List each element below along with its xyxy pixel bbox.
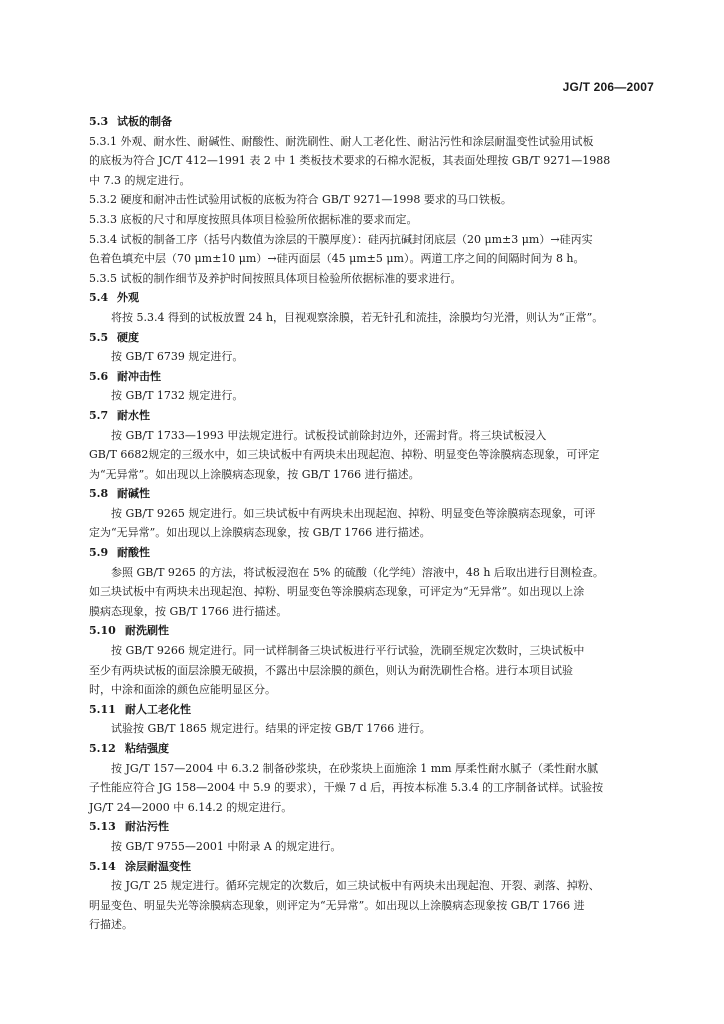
section-5-14-line-2: 明显变色、明显失光等涂膜病态现象，则评定为“无异常”。如出现以上涂膜病态现象按 GB/T 1766 进 xyxy=(89,898,585,912)
section-title: 粘结强度 xyxy=(125,742,169,755)
section-5-14-line-1: 按 JG/T 25 规定进行。循环完规定的次数后，如三块试板中有两块未出现起泡、开裂、剥落、掉粉、 xyxy=(111,879,600,893)
section-5-9-line-2: 如三块试板中有两块未出现起泡、掉粉、明显变色等涂膜病态现象，可评定为“无异常”。如出现以上涂 xyxy=(89,585,585,599)
section-5-12-line-2: 子性能应符合 JG 158—2004 中 5.9 的要求），干燥 7 d 后，再按本标准 5.3.4 的工序制备试样。试验按 xyxy=(89,781,604,795)
section-heading-5-8 xyxy=(89,484,655,504)
section-5-8-line-2: 定为“无异常”。如出现以上涂膜病态现象，按 GB/T 1766 进行描述。 xyxy=(89,526,431,540)
section-heading-5-6 xyxy=(89,367,655,387)
clause-5-3-4-line-1: 5.3.4 试板的制备工序（括号内数值为涂层的干膜厚度）：硅丙抗碱封闭底层（20 μm±3 μm）→硅丙实 xyxy=(89,232,593,246)
section-5-10-line-1: 按 GB/T 9266 规定进行。同一试样制备三块试板进行平行试验，洗刷至规定次数时，三块试板中 xyxy=(111,644,585,658)
section-5-7-line-1: 按 GB/T 1733—1993 甲法规定进行。试板投试前除封边外，还需封背。将三块试板浸入 xyxy=(111,428,547,442)
section-number: 5.12 xyxy=(89,742,116,755)
section-number: 5.4 xyxy=(89,291,109,305)
section-heading-5-13 xyxy=(89,817,655,837)
clause-5-3-4-line-2: 色着色填充中层（70 μm±10 μm）→硅丙面层（45 μm±5 μm）。两道工序之间的间隔时间为 8 h。 xyxy=(89,252,585,266)
section-5-6-text: 按 GB/T 1732 规定进行。 xyxy=(111,389,244,403)
section-heading-5-9 xyxy=(89,543,655,563)
clause-5-3-3: 5.3.3 底板的尺寸和厚度按照具体项目检验所依据标准的要求而定。 xyxy=(89,212,418,226)
section-title: 耐碱性 xyxy=(117,487,150,501)
section-heading-5-10 xyxy=(89,621,655,641)
section-number: 5.9 xyxy=(89,546,109,560)
clause-5-3-1-line-1: 5.3.1 外观、耐水性、耐碱性、耐酸性、耐洗刷性、耐人工老化性、耐沾污性和涂层耐温变性试验用试板 xyxy=(89,134,594,148)
section-number: 5.5 xyxy=(89,330,109,344)
section-heading-5-5 xyxy=(89,328,655,348)
section-number: 5.6 xyxy=(89,369,109,383)
section-heading-5-11 xyxy=(89,700,655,720)
section-5-4-text: 将按 5.3.4 得到的试板放置 24 h，目视观察涂膜，若无针孔和流挂，涂膜均匀光滑，则认为“正常”。 xyxy=(111,310,604,324)
section-number: 5.13 xyxy=(89,820,116,834)
section-5-9-line-1: 参照 GB/T 9265 的方法，将试板浸泡在 5% 的硫酸（化学纯）溶液中，48 h 后取出进行目测检查。 xyxy=(111,565,604,579)
clause-5-3-5: 5.3.5 试板的制作细节及养护时间按照具体项目检验所依据标准的要求进行。 xyxy=(89,271,462,285)
section-number: 5.3 xyxy=(89,115,109,128)
section-5-10-line-2: 至少有两块试板的面层涂膜无破损，不露出中层涂膜的颜色，则认为耐洗刷性合格。进行本项目试验 xyxy=(89,663,573,677)
section-title: 试板的制备 xyxy=(117,115,172,128)
clause-5-3-1-line-2: 的底板为符合 JC/T 412—1991 表 2 中 1 类板技术要求的石棉水泥板，其表面处理按 GB/T 9271—1988 xyxy=(89,154,611,168)
clause-5-3-2: 5.3.2 硬度和耐冲击性试验用试板的底板为符合 GB/T 9271—1998 要求的马口铁板。 xyxy=(89,193,512,207)
section-number: 5.11 xyxy=(89,702,116,716)
section-5-10-line-3: 时，中涂和面涂的颜色应能明显区分。 xyxy=(89,683,276,697)
section-number: 5.7 xyxy=(89,408,109,422)
section-5-8-line-1: 按 GB/T 9265 规定进行。如三块试板中有两块未出现起泡、掉粉、明显变色等涂膜病态现象，可评 xyxy=(111,506,596,520)
section-number: 5.10 xyxy=(89,624,116,638)
document-body xyxy=(89,112,655,935)
section-title: 耐冲击性 xyxy=(117,369,161,383)
section-5-7-line-2: GB/T 6682规定的三级水中，如三块试板中有两块未出现起泡、掉粉、明显变色等涂膜病态现象，可评定 xyxy=(89,448,600,462)
section-number: 5.14 xyxy=(89,859,116,873)
section-5-5-text: 按 GB/T 6739 规定进行。 xyxy=(111,350,244,364)
section-heading-5-3 xyxy=(89,112,655,132)
section-heading-5-14 xyxy=(89,857,655,877)
section-5-12-line-1: 按 JG/T 157—2004 中 6.3.2 制备砂浆块，在砂浆块上面施涂 1 mm 厚柔性耐水腻子（柔性耐水腻 xyxy=(111,761,599,775)
section-title: 耐洗刷性 xyxy=(125,624,169,638)
section-5-9-line-3: 膜病态现象，按 GB/T 1766 进行描述。 xyxy=(89,604,288,618)
section-title: 硬度 xyxy=(117,330,139,344)
section-5-13-text: 按 GB/T 9755—2001 中附录 A 的规定进行。 xyxy=(111,839,342,853)
section-title: 涂层耐温变性 xyxy=(125,859,191,873)
section-5-7-line-3: 为“无异常”。如出现以上涂膜病态现象，按 GB/T 1766 进行描述。 xyxy=(89,467,420,481)
section-number: 5.8 xyxy=(89,487,109,501)
section-heading-5-4 xyxy=(89,288,655,308)
section-5-11-text: 试验按 GB/T 1865 规定进行。结果的评定按 GB/T 1766 进行。 xyxy=(111,722,431,736)
section-heading-5-7 xyxy=(89,406,655,426)
section-heading-5-12 xyxy=(89,739,655,759)
section-title: 耐人工老化性 xyxy=(125,702,191,716)
section-title: 耐沾污性 xyxy=(125,820,169,834)
clause-5-3-1-line-3: 中 7.3 的规定进行。 xyxy=(89,173,191,187)
section-title: 耐水性 xyxy=(117,408,150,422)
section-title: 耐酸性 xyxy=(117,546,150,560)
section-title: 外观 xyxy=(117,291,139,305)
standard-code-header: JG/T 206—2007 xyxy=(562,80,654,94)
section-5-14-line-3: 行描述。 xyxy=(89,918,133,932)
section-5-12-line-3: JG/T 24—2000 中 6.14.2 的规定进行。 xyxy=(89,800,293,814)
